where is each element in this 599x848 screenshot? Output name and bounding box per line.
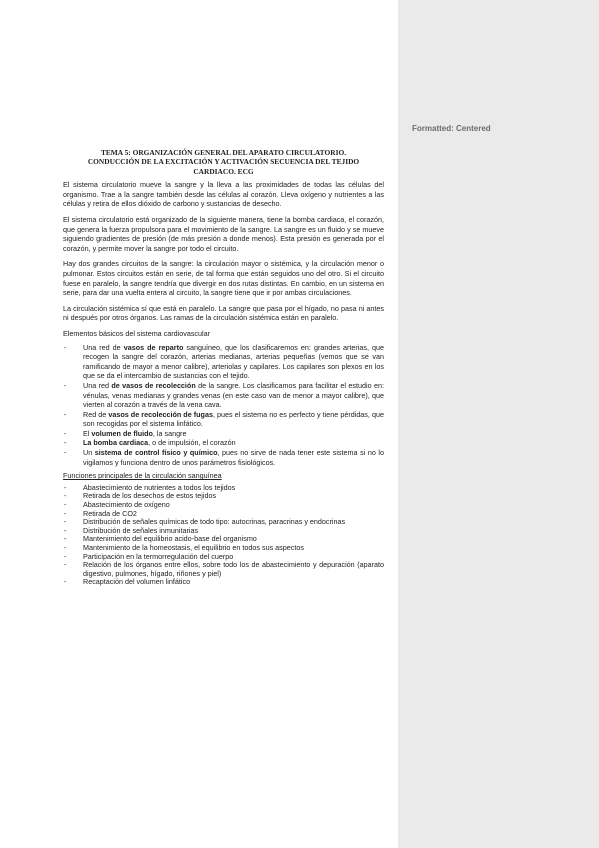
list-item: - Retirada de CO2 bbox=[63, 510, 384, 519]
paragraph-organization: El sistema circulatorio está organizado de la siguiente manera, tiene la bomba cardiaca, el corazón, que genera la fuerza propulsora para el movimiento de la sangre. La sangre es un fluido y se mueve siguiendo gradientes de presión (de más presión a donde menos). Esta presión es generada por el corazón, y permite mover la sangre por todo el circuito. bbox=[63, 215, 384, 253]
title-line: CONDUCCIÓN DE LA EXCITACIÓN Y ACTIVACIÓN SECUENCIA DEL TEJIDO bbox=[87, 157, 360, 167]
list-item: - La bomba cardiaca, o de impulsión, el corazón bbox=[63, 438, 384, 448]
list-item: - Relación de los órganos entre ellos, sobre todo los de abastecimiento y depuración (aparato digestivo, pulmones, hígado, riñones y piel) bbox=[63, 561, 384, 578]
list-item: - Mantenimiento de la homeostasis, el equilibrio en todos sus aspectos bbox=[63, 544, 384, 553]
list-item: - Retirada de los desechos de estos tejidos bbox=[63, 492, 384, 501]
paragraph-intro: El sistema circulatorio mueve la sangre y la lleva a las proximidades de todas las células del organismo. Trae a la sangre también desde las células al corazón. Lleva oxígeno y nutrientes a las células y retira de ellos dióxido de carbono y sustancias de desecho. bbox=[63, 180, 384, 209]
paragraph-systemic: La circulación sistémica sí que está en paralelo. La sangre que pasa por el hígado, no pasa ni antes ni después por otros órganos. Las ramas de la circulación sistémica están en paralelo. bbox=[63, 303, 384, 323]
list-item: - Abastecimiento de nutrientes a todos los tejidos bbox=[63, 484, 384, 493]
document-title bbox=[63, 148, 384, 176]
paragraph-circuits: Hay dos grandes circuitos de la sangre: la circulación mayor o sistémica, y la circulación menor o pulmonar. Estos circuitos están en serie, de tal forma que están seguidos uno del otro. Si el circuito fuese en paralelo, la sangre tendría que divergir en dos rutas distintas. En cambio, en un sistema en serie, para dar una vuelta entera al circuito, la sangre tiene que ir por ambas circulaciones. bbox=[63, 259, 384, 298]
list-item: - Una red de vasos de reparto sanguíneo, que los clasificaremos en: grandes arterias, que recogen la sangre del corazón, arterias medianas, arterias pequeñas (vemos que se van ramificando de mayor a menor calibre), arteriolas y capilares. Los capilares son plexos en los que se da el intercambio de sustancias con el tejido. bbox=[63, 343, 384, 381]
list-item: - Red de vasos de recolección de fugas, pues el sistema no es perfecto y tiene pérdidas, que son recogidas por el sistema linfático. bbox=[63, 410, 384, 429]
elements-list bbox=[63, 343, 384, 468]
list-item: - Participación en la termorregulación del cuerpo bbox=[63, 553, 384, 562]
functions-list bbox=[63, 484, 384, 587]
list-item: - Distribución de señales químicas de todo tipo: autocrinas, paracrinas y endocrinas bbox=[63, 518, 384, 527]
title-line: CARDIACO. ECG bbox=[193, 166, 254, 176]
comment-formatting-note: Formatted: Centered bbox=[412, 124, 491, 133]
list-item: - Mantenimiento del equilibrio acido-base del organismo bbox=[63, 535, 384, 544]
list-item: - Una red de vasos de recolección de la sangre. Los clasificamos para facilitar el estudio en: vénulas, venas medianas y grandes venas (en este caso van de menor a mayor calibre), que vierten al corazón a través de la vena cava. bbox=[63, 381, 384, 410]
list-item: - El volumen de fluido, la sangre bbox=[63, 429, 384, 439]
functions-heading: Funciones principales de la circulación sanguínea bbox=[63, 471, 222, 481]
document-page bbox=[63, 148, 384, 591]
elements-heading: Elementos básicos del sistema cardiovascular bbox=[63, 328, 211, 338]
list-item: - Recaptación del volumen linfático bbox=[63, 578, 384, 587]
list-item: - Distribución de señales inmunitarias bbox=[63, 527, 384, 536]
title-line: TEMA 5: ORGANIZACIÓN GENERAL DEL APARATO CIRCULATORIO. bbox=[100, 148, 347, 157]
list-item: - Abastecimiento de oxígeno bbox=[63, 501, 384, 510]
list-item: - Un sistema de control físico y químico, pues no sirve de nada tener este sistema si no lo vigilamos y funciona dentro de unos parámetros fisiológicos. bbox=[63, 448, 384, 467]
